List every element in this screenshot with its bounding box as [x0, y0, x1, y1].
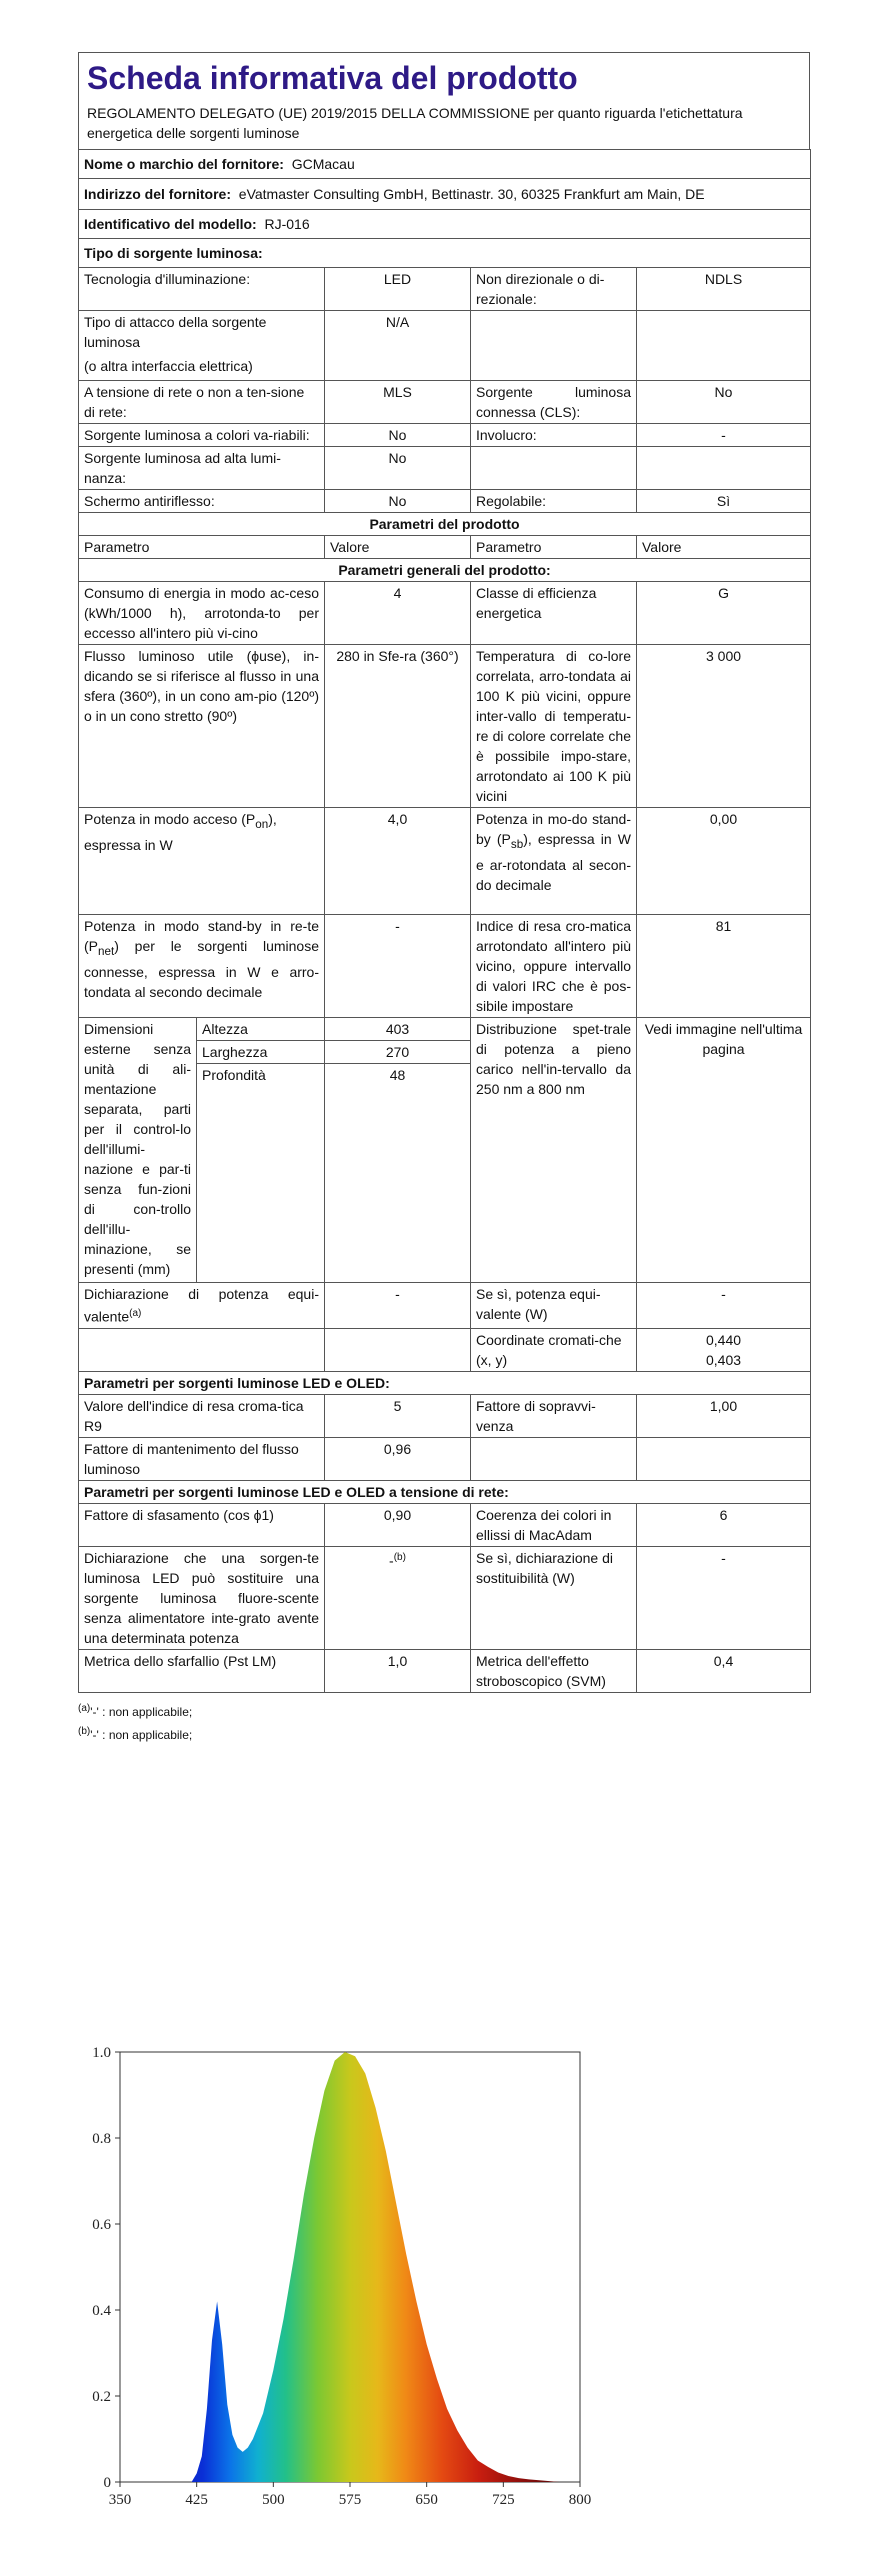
general-parameters-heading: Parametri generali del prodotto: — [79, 559, 811, 582]
envelope-label: Involucro: — [471, 424, 637, 447]
height-label: Altezza — [197, 1018, 325, 1041]
chromaticity-y: 0,403 — [705, 1351, 742, 1368]
width-value: 270 — [325, 1041, 471, 1064]
flicker-label: Metrica dello sfarfallio (Pst LM) — [79, 1649, 325, 1692]
cap-label: Tipo di attacco della sorgente luminosa — [84, 314, 267, 350]
useful-flux-label: Flusso luminoso utile (ϕuse), in-dicando se si riferisce al flusso in una sfera (360º), in un cono am-pio (120º) o in un cono stretto (90º) — [79, 645, 325, 808]
equivalent-power-value: - — [325, 1283, 471, 1329]
color-tunable-label: Sorgente luminosa a colori va-riabili: — [79, 424, 325, 447]
page-title: Scheda informativa del prodotto — [87, 60, 578, 96]
mains-label: A tensione di rete o non a ten-sione di rete: — [79, 381, 325, 424]
high-luminance-row — [79, 447, 811, 490]
macadam-label: Coerenza dei colori in ellissi di MacAdam — [471, 1503, 637, 1546]
y-tick-label: 0 — [103, 2475, 111, 2491]
displacement-factor-value: 0,90 — [325, 1503, 471, 1546]
useful-flux-value: 280 in Sfe-ra (360°) — [325, 645, 471, 808]
tech-row — [79, 268, 811, 311]
y-tick-label: 1.0 — [92, 2045, 111, 2061]
cls-label: Sorgente luminosa connessa (CLS): — [471, 381, 637, 424]
type-heading-row — [79, 239, 811, 268]
x-tick-label: 725 — [492, 2492, 515, 2508]
dimmable-value: Sì — [637, 490, 811, 513]
y-tick-label: 0.6 — [92, 2217, 111, 2233]
spectral-chart — [80, 2030, 600, 2530]
stroboscopic-value: 0,4 — [637, 1649, 811, 1692]
chromaticity-x: 0,440 — [705, 1331, 742, 1348]
cri-value: 81 — [637, 915, 811, 1018]
mains-row — [79, 381, 811, 424]
sheet-header — [78, 52, 810, 149]
flicker-value: 1,0 — [325, 1649, 471, 1692]
light-source-type-heading: Tipo di sorgente luminosa: — [79, 239, 811, 268]
height-value: 403 — [325, 1018, 471, 1041]
col-header-value-2: Valore — [637, 536, 811, 559]
color-row — [79, 424, 811, 447]
regulation-subtitle: REGOLAMENTO DELEGATO (UE) 2019/2015 DELLA COMMISSIONE per quanto riguarda l'etichettatura energetica delle sorgenti luminose — [87, 105, 743, 141]
spd-area — [192, 2052, 560, 2482]
mains-led-parameters-heading: Parametri per sorgenti luminose LED e OLED a tensione di rete: — [79, 1480, 811, 1503]
glare-row — [79, 490, 811, 513]
high-luminance-label: Sorgente luminosa ad alta lumi-nanza: — [79, 447, 325, 490]
supplier-name-row — [79, 150, 811, 179]
flicker-row — [79, 1649, 811, 1692]
energy-row — [79, 582, 811, 645]
x-tick-label: 575 — [338, 2492, 362, 2508]
standby-power-label: Potenza in mo-do stand-by $(P_{sb})$, espressa in W e ar-rotondata al secon-do decimale — [471, 808, 637, 915]
cap-value: N/A — [325, 311, 471, 381]
spectral-distribution-value: Vedi immagine nell'ultima pagina — [637, 1018, 811, 1283]
spectral-distribution-label: Distribuzione spet-trale di potenza a pieno carico nell'in-tervallo da 250 nm a 800 nm — [471, 1018, 637, 1283]
general-heading-row — [79, 559, 811, 582]
maintenance-row — [79, 1437, 811, 1480]
cap-row — [79, 311, 811, 381]
stroboscopic-label: Metrica dell'effetto stroboscopico (SVM) — [471, 1649, 637, 1692]
envelope-value: - — [637, 424, 811, 447]
chromaticity-values — [637, 1328, 811, 1371]
supplier-name-value: GCMacau — [291, 156, 355, 172]
equivalent-power-w-value: - — [637, 1283, 811, 1329]
x-tick-label: 800 — [568, 2492, 592, 2508]
replacement-claim-value: -$^{(b)}$ — [325, 1546, 471, 1649]
chromaticity-row — [79, 1328, 811, 1371]
color-tunable-value: No — [325, 424, 471, 447]
anti-glare-value: No — [325, 490, 471, 513]
anti-glare-label: Schermo antiriflesso: — [79, 490, 325, 513]
dimensions-label: Dimensioni esterne senza unità di ali-mentazione separata, parti per il control-lo dell'illumi-nazione e par-ti senza fun-zioni di con-trollo dell'illu-minazione, se presenti (mm) — [79, 1018, 197, 1283]
x-tick-label: 500 — [262, 2492, 285, 2508]
model-value: RJ-016 — [264, 216, 310, 232]
supplier-address-row — [79, 179, 811, 210]
r9-value: 5 — [325, 1394, 471, 1437]
cct-label: Temperatura di co-lore correlata, arro-tondata ai 100 K più vicini, oppure inter-vallo di temperatu-re di colore correlate che è possibile impo-stare, arrotondato ai 100 K più vicini — [471, 645, 637, 808]
nondir-value: NDLS — [637, 268, 811, 311]
replacement-row — [79, 1546, 811, 1649]
r9-label: Valore dell'indice di resa croma-tica R9 — [79, 1394, 325, 1437]
replacement-w-value: - — [637, 1546, 811, 1649]
on-mode-power-label: Potenza in modo acceso $(P_{on})$, espressa in W — [79, 808, 325, 915]
lumen-maintenance-value: 0,96 — [325, 1437, 471, 1480]
power-factor-row — [79, 1503, 811, 1546]
product-information-sheet — [78, 52, 810, 1745]
dimension-height-row — [79, 1018, 811, 1041]
survival-factor-value: 1,00 — [637, 1394, 811, 1437]
col-header-parameter-1: Parametro — [79, 536, 325, 559]
energy-consumption-value: 4 — [325, 582, 471, 645]
cri-label: Indice di resa cro-matica arrotondato all'intero più vicino, oppure intervallo di valori IRC che è pos-sibile impostare — [471, 915, 637, 1018]
macadam-value: 6 — [637, 1503, 811, 1546]
displacement-factor-label: Fattore di sfasamento (cos ϕ1) — [79, 1503, 325, 1546]
width-label: Larghezza — [197, 1041, 325, 1064]
y-tick-label: 0.4 — [92, 2303, 111, 2319]
col-header-value-1: Valore — [325, 536, 471, 559]
led-parameters-heading: Parametri per sorgenti luminose LED e OLED: — [79, 1371, 811, 1394]
on-mode-power-value: 4,0 — [325, 808, 471, 915]
equivalent-power-w-label: Se sì, potenza equi-valente (W) — [471, 1283, 637, 1329]
params-heading-row — [79, 513, 811, 536]
y-tick-label: 0.8 — [92, 2131, 111, 2147]
tech-label: Tecnologia d'illuminazione: — [79, 268, 325, 311]
supplier-address-label: Indirizzo del fornitore: — [84, 186, 231, 202]
col-header-parameter-2: Parametro — [471, 536, 637, 559]
info-table — [78, 149, 811, 1693]
footnote-a: $^{(a)}$'-' : non applicabile; — [78, 1702, 193, 1719]
footnotes — [78, 1699, 810, 1745]
product-parameters-heading: Parametri del prodotto — [79, 513, 811, 536]
led-heading-row — [79, 1371, 811, 1394]
high-luminance-value: No — [325, 447, 471, 490]
x-tick-label: 650 — [415, 2492, 438, 2508]
equivalent-power-label: Dichiarazione di potenza equi-valente$^{(a)}$ — [79, 1283, 325, 1329]
equivalent-power-row — [79, 1283, 811, 1329]
networked-standby-label: Potenza in modo stand-by in re-te $(P_{net})$ per le sorgenti luminose connesse, espressa in W e arro-tondata al secondo decimale — [79, 915, 325, 1018]
energy-class-value: G — [637, 582, 811, 645]
mains-value: MLS — [325, 381, 471, 424]
survival-factor-label: Fattore di sopravvi-venza — [471, 1394, 637, 1437]
tech-value: LED — [325, 268, 471, 311]
chromaticity-label: Coordinate cromati-che (x, y) — [471, 1328, 637, 1371]
energy-class-label: Classe di efficienza energetica — [471, 582, 637, 645]
footnote-b: $^{(b)}$'-' : non applicabile; — [78, 1725, 193, 1742]
column-header-row — [79, 536, 811, 559]
model-row — [79, 210, 811, 239]
x-tick-label: 350 — [108, 2492, 132, 2508]
nondir-label: Non direzionale o di-rezionale: — [471, 268, 637, 311]
r9-row — [79, 1394, 811, 1437]
replacement-claim-label: Dichiarazione che una sorgen-te luminosa LED può sostituire una sorgente luminosa fluore-scente senza alimentatore inte-grato avente una determinata potenza — [79, 1546, 325, 1649]
supplier-name-label: Nome o marchio del fornitore: — [84, 156, 284, 172]
x-tick-label: 425 — [185, 2492, 208, 2508]
lumen-maintenance-label: Fattore di mantenimento del flusso luminoso — [79, 1437, 325, 1480]
model-label: Identificativo del modello: — [84, 216, 257, 232]
standby-power-value: 0,00 — [637, 808, 811, 915]
supplier-address-value: eVatmaster Consulting GmbH, Bettinastr. 30, 60325 Frankfurt am Main, DE — [238, 186, 705, 202]
cap-label-note: (o altra interfaccia elettrica) — [84, 358, 253, 374]
networked-standby-row — [79, 915, 811, 1018]
dimmable-label: Regolabile: — [471, 490, 637, 513]
cls-value: No — [637, 381, 811, 424]
networked-standby-value: - — [325, 915, 471, 1018]
replacement-w-label: Se sì, dichiarazione di sostituibilità (W) — [471, 1546, 637, 1649]
power-on-row — [79, 808, 811, 915]
cct-value: 3 000 — [637, 645, 811, 808]
spectral-chart-svg — [80, 2030, 600, 2530]
energy-consumption-label: Consumo di energia in modo ac-ceso (kWh/1000 h), arrotonda-to per eccesso all'intero più vi-cino — [79, 582, 325, 645]
depth-value: 48 — [325, 1064, 471, 1283]
depth-label: Profondità — [197, 1064, 325, 1283]
y-tick-label: 0.2 — [92, 2389, 111, 2405]
mains-heading-row — [79, 1480, 811, 1503]
flux-row — [79, 645, 811, 808]
